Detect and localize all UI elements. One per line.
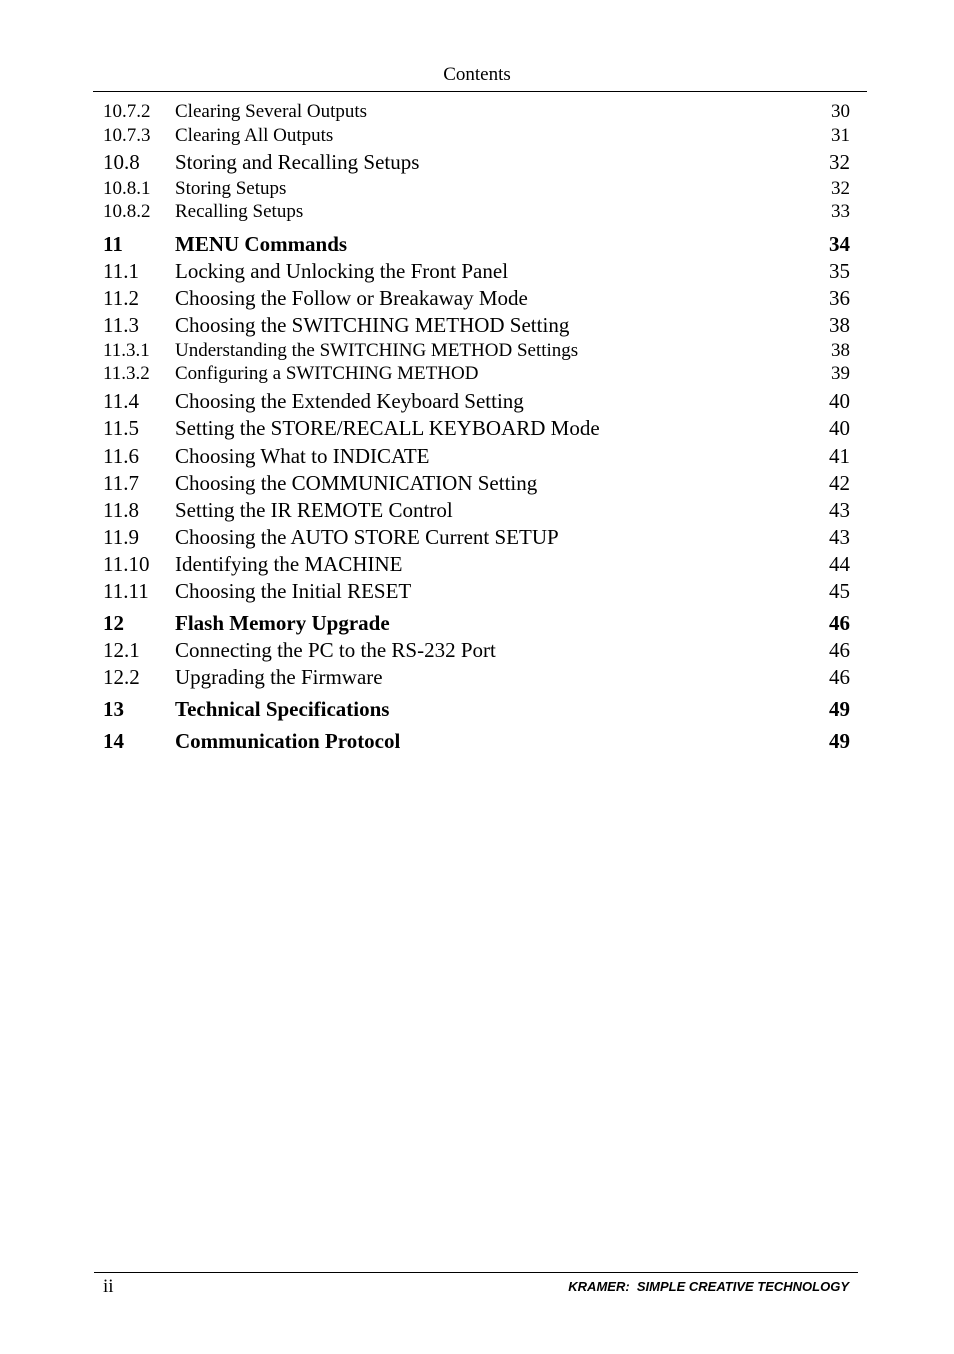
toc-entry-page: 31 (831, 125, 850, 146)
toc-entry[interactable] (0, 638, 954, 664)
toc-entry-page: 46 (829, 665, 850, 689)
toc-entry-title: Choosing What to INDICATE (175, 444, 430, 468)
toc-entry[interactable] (0, 232, 954, 258)
toc-entry-title: Choosing the SWITCHING METHOD Setting (175, 313, 570, 337)
toc-entry-number: 11.9 (103, 525, 139, 549)
toc-entry[interactable] (0, 525, 954, 551)
toc-entry-title: Choosing the Extended Keyboard Setting (175, 389, 524, 413)
toc-entry-title: Storing Setups (175, 178, 287, 199)
toc-entry-page: 49 (829, 729, 850, 753)
toc-entry-number: 10.8 (103, 150, 140, 174)
toc-entry-number: 11.8 (103, 498, 139, 522)
toc-entry[interactable] (0, 101, 954, 127)
toc-entry-title: Choosing the Initial RESET (175, 579, 412, 603)
toc-entry[interactable] (0, 259, 954, 285)
toc-entry-number: 11.5 (103, 416, 139, 440)
toc-entry-page: 36 (829, 286, 850, 310)
toc-entry-page: 38 (831, 340, 850, 361)
toc-entry[interactable] (0, 611, 954, 637)
toc-entry-title: Configuring a SWITCHING METHOD (175, 363, 479, 384)
toc-entry-title: Connecting the PC to the RS-232 Port (175, 638, 496, 662)
toc-entry-number: 12.1 (103, 638, 140, 662)
toc-entry-title: Technical Specifications (175, 697, 390, 721)
toc-entry[interactable] (0, 201, 954, 227)
toc-entry-page: 33 (831, 201, 850, 222)
toc-entry-number: 11.2 (103, 286, 139, 310)
toc-entry[interactable] (0, 125, 954, 151)
toc-entry-page: 44 (829, 552, 850, 576)
toc-entry-number: 13 (103, 697, 124, 721)
toc-entry[interactable] (0, 313, 954, 339)
toc-entry-number: 11.6 (103, 444, 139, 468)
toc-entry-title: Choosing the COMMUNICATION Setting (175, 471, 538, 495)
toc-entry-page: 46 (829, 638, 850, 662)
toc-entry-number: 12.2 (103, 665, 140, 689)
toc-entry-title: Clearing Several Outputs (175, 101, 368, 122)
toc-entry-number: 12 (103, 611, 124, 635)
toc-entry-number: 11 (103, 232, 123, 256)
toc-entry-page: 45 (829, 579, 850, 603)
toc-entry-page: 40 (829, 389, 850, 413)
toc-entry-title: Understanding the SWITCHING METHOD Settings (175, 340, 579, 361)
toc-entry-page: 39 (831, 363, 850, 384)
toc-entry-page: 30 (831, 101, 850, 122)
toc-entry-number: 10.8.1 (103, 178, 151, 199)
toc-entry-page: 34 (829, 232, 850, 256)
toc-entry-title: Identifying the MACHINE (175, 552, 403, 576)
page-header-title: Contents (443, 64, 511, 85)
toc-entry-title: Clearing All Outputs (175, 125, 334, 146)
toc-entry[interactable] (0, 579, 954, 605)
toc-entry-page: 46 (829, 611, 850, 635)
toc-entry-number: 10.7.2 (103, 101, 151, 122)
toc-entry-title: Upgrading the Firmware (175, 665, 383, 689)
toc-entry-page: 43 (829, 525, 850, 549)
toc-entry-title: Choosing the Follow or Breakaway Mode (175, 286, 528, 310)
toc-entry-number: 14 (103, 729, 124, 753)
toc-entry-title: Setting the IR REMOTE Control (175, 498, 453, 522)
toc-entry-page: 42 (829, 471, 850, 495)
toc-entry-page: 40 (829, 416, 850, 440)
toc-entry-number: 11.11 (103, 579, 149, 603)
toc-entry-title: MENU Commands (175, 232, 348, 256)
toc-entry[interactable] (0, 498, 954, 524)
toc-entry[interactable] (0, 444, 954, 470)
toc-entry-page: 32 (829, 150, 850, 174)
toc-entry[interactable] (0, 697, 954, 723)
toc-entry-title: Storing and Recalling Setups (175, 150, 420, 174)
toc-entry-title: Setting the STORE/RECALL KEYBOARD Mode (175, 416, 600, 440)
toc-entry[interactable] (0, 363, 954, 389)
header-rule (93, 91, 867, 92)
toc-entry[interactable] (0, 150, 954, 176)
toc-entry-number: 11.4 (103, 389, 139, 413)
toc-entry-title: Communication Protocol (175, 729, 401, 753)
footer-page-number: ii (103, 1276, 114, 1297)
toc-entry-page: 49 (829, 697, 850, 721)
toc-entry[interactable] (0, 416, 954, 442)
toc-entry-number: 10.7.3 (103, 125, 151, 146)
toc-entry-title: Choosing the AUTO STORE Current SETUP (175, 525, 559, 549)
toc-entry[interactable] (0, 552, 954, 578)
toc-entry-number: 11.3.1 (103, 340, 150, 361)
toc-entry-number: 11.3 (103, 313, 139, 337)
toc-entry-title: Flash Memory Upgrade (175, 611, 390, 635)
toc-entry-number: 11.1 (103, 259, 139, 283)
footer-rule (94, 1272, 858, 1273)
toc-entry-number: 10.8.2 (103, 201, 151, 222)
toc-entry-page: 41 (829, 444, 850, 468)
toc-entry-number: 11.7 (103, 471, 139, 495)
toc-entry-page: 35 (829, 259, 850, 283)
toc-entry[interactable] (0, 729, 954, 755)
toc-entry-title: Locking and Unlocking the Front Panel (175, 259, 509, 283)
toc-entry-page: 32 (831, 178, 850, 199)
toc-entry[interactable] (0, 471, 954, 497)
toc-entry-title: Recalling Setups (175, 201, 304, 222)
toc-entry[interactable] (0, 286, 954, 312)
footer-brand: KRAMER: SIMPLE CREATIVE TECHNOLOGY (568, 1279, 849, 1294)
toc-entry-page: 43 (829, 498, 850, 522)
toc-entry[interactable] (0, 665, 954, 691)
toc-entry-number: 11.10 (103, 552, 150, 576)
toc-entry-number: 11.3.2 (103, 363, 150, 384)
toc-entry[interactable] (0, 389, 954, 415)
toc-entry-page: 38 (829, 313, 850, 337)
